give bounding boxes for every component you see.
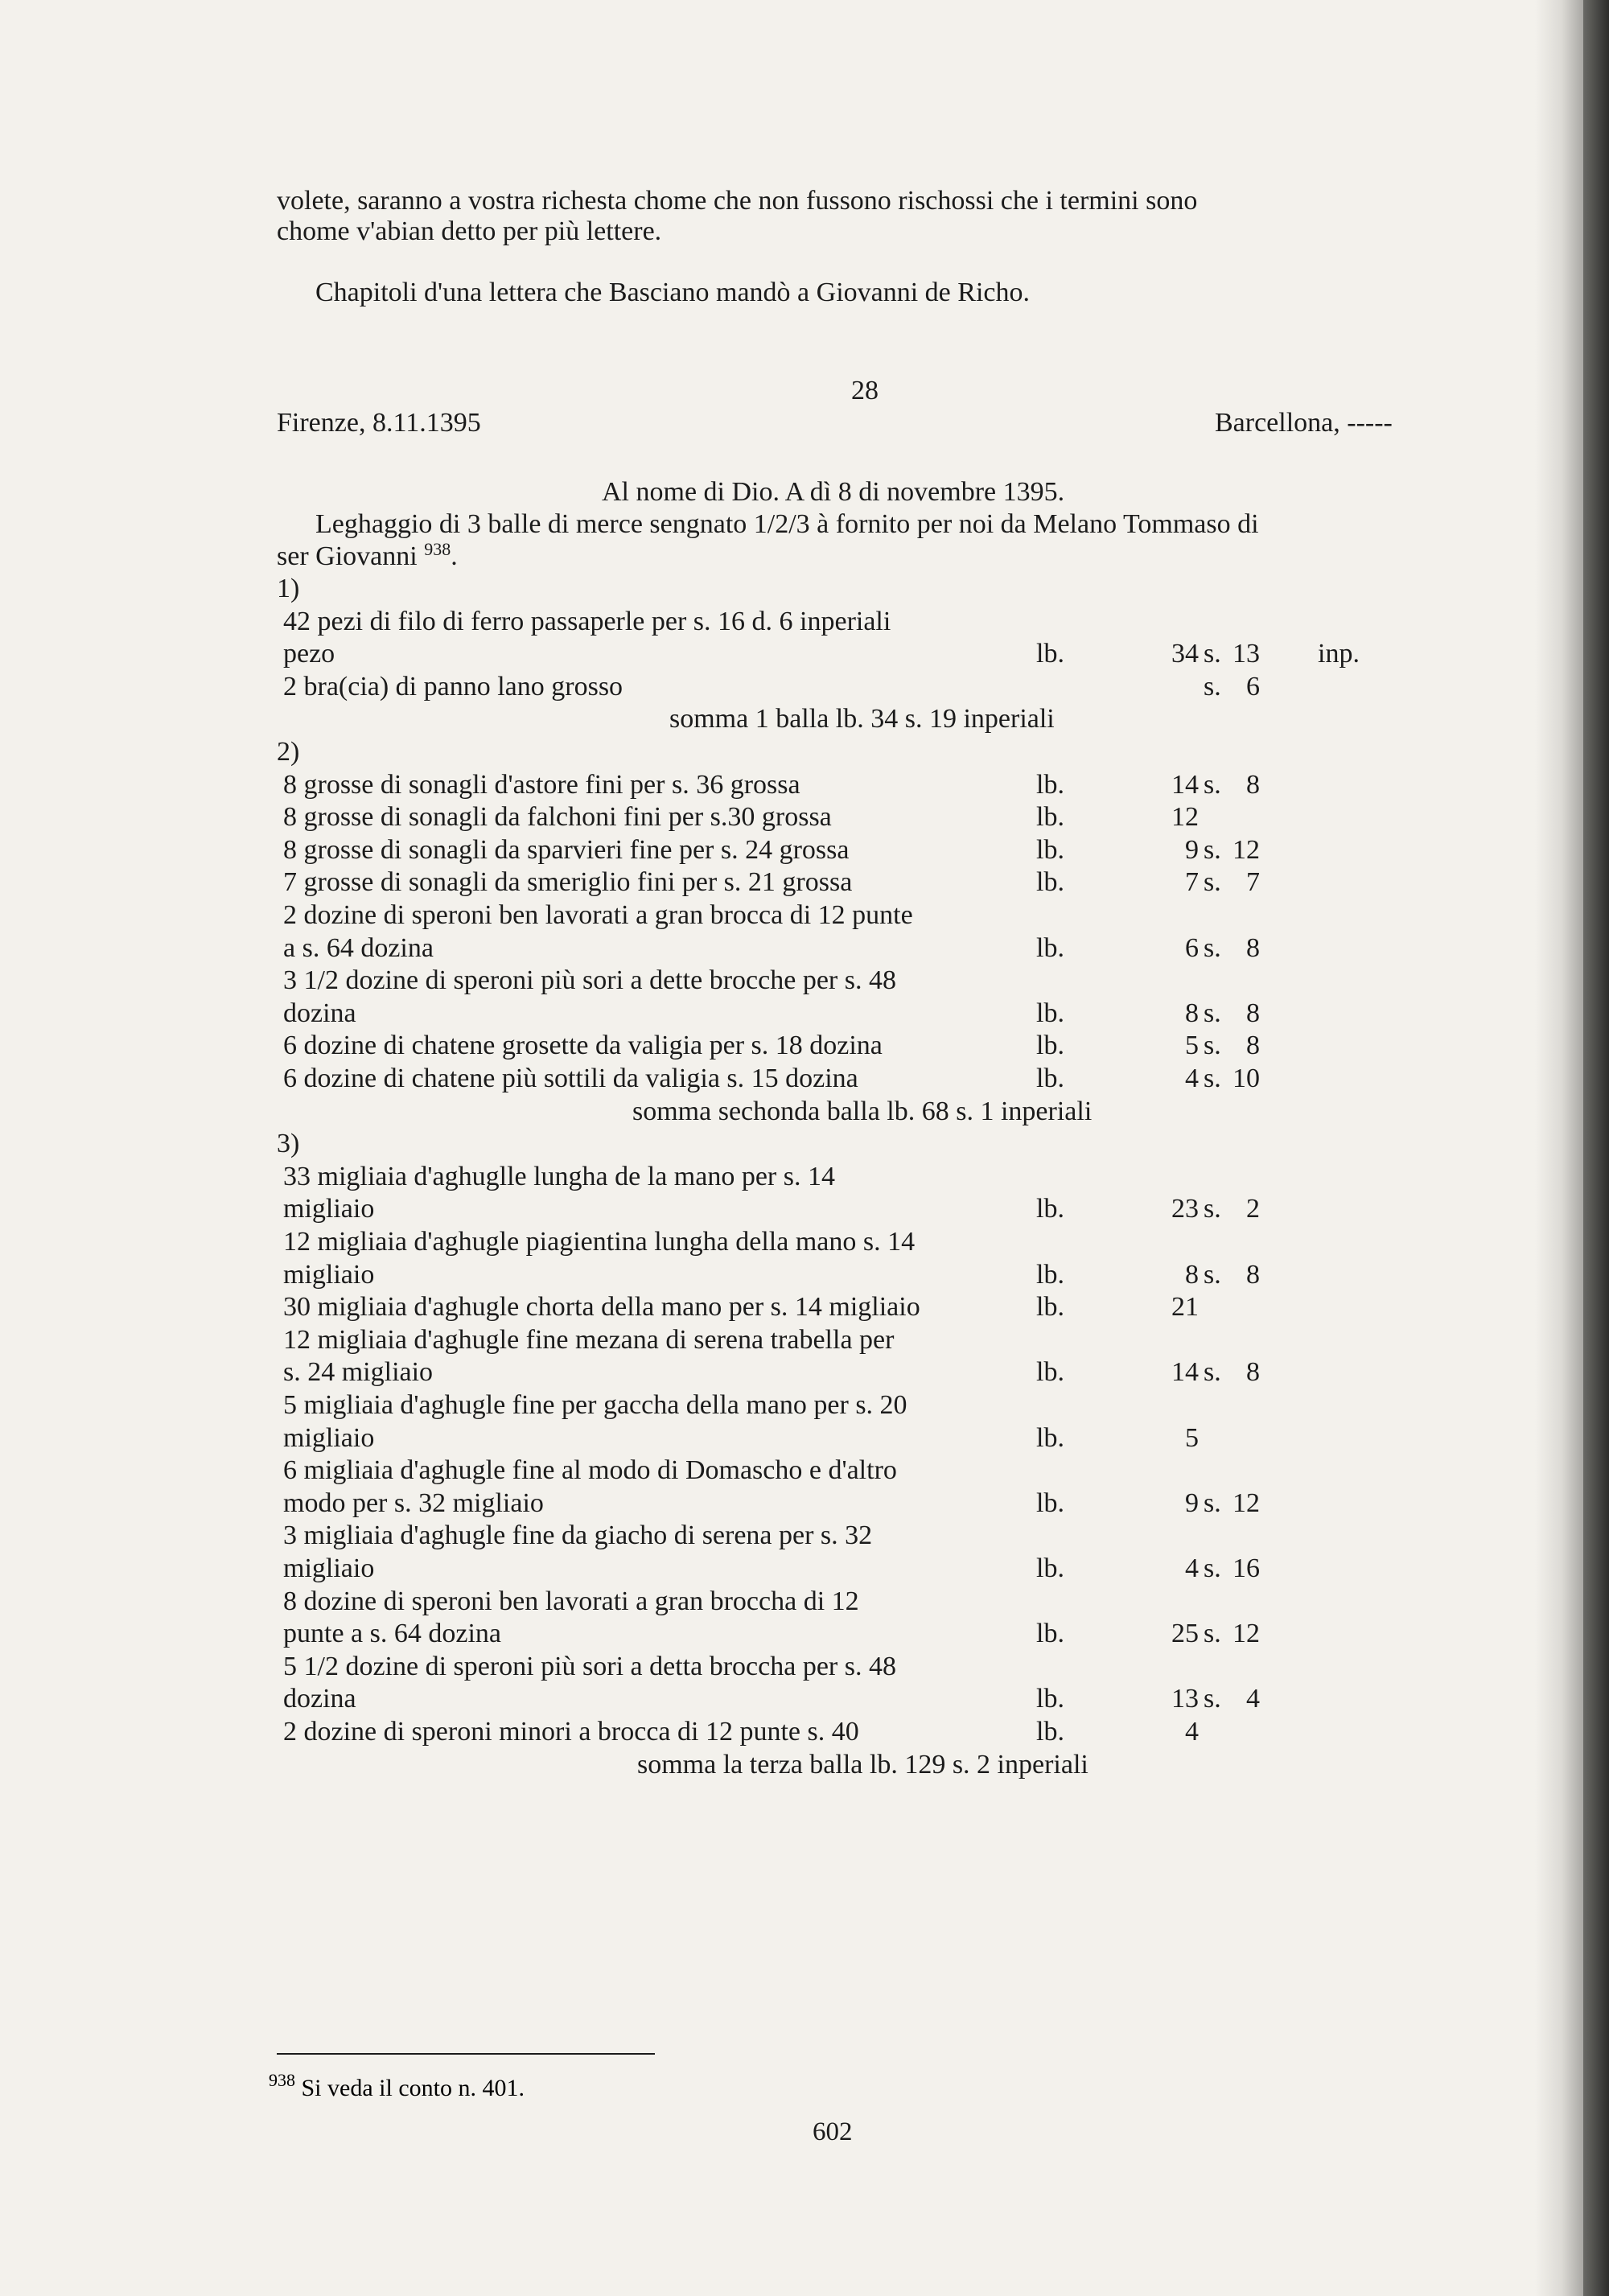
ledger-soldi-amount: 8 xyxy=(1246,1357,1260,1387)
book-page-edge xyxy=(1583,0,1609,2296)
footnote xyxy=(269,2072,525,2105)
ledger-s-unit: s. xyxy=(1204,770,1221,800)
ledger-lire-amount: 23 xyxy=(1171,1194,1199,1224)
ledger-s-unit: s. xyxy=(1204,867,1221,897)
ledger-lb-unit: lb. xyxy=(1036,1553,1064,1583)
ledger-lb-unit: lb. xyxy=(1036,998,1064,1028)
ledger-lb-unit: lb. xyxy=(1036,933,1064,963)
ledger-item-text: 33 migliaia d'aghuglle lungha de la mano per s. 14 xyxy=(283,1162,835,1191)
ledger-s-unit: s. xyxy=(1204,639,1221,669)
ledger-s-unit: s. xyxy=(1204,672,1221,702)
ledger-item-text: 8 grosse di sonagli da falchoni fini per s.30 grossa xyxy=(283,802,832,832)
intro-line: volete, saranno a vostra richesta chome che non fussono rischossi che i termini sono xyxy=(277,186,1198,216)
ledger-lire-amount: 9 xyxy=(1185,835,1199,865)
ledger-item-text: 2 dozine di speroni ben lavorati a gran brocca di 12 punte xyxy=(283,900,913,930)
ledger-item-text: 2 bra(cia) di panno lano grosso xyxy=(283,672,623,702)
ledger-item-text: 42 pezi di filo di ferro passaperle per s. 16 d. 6 inperiali xyxy=(283,607,891,636)
bale-total: somma 1 balla lb. 34 s. 19 inperiali xyxy=(669,704,1055,734)
bale-label: 3) xyxy=(277,1129,300,1158)
ledger-lb-unit: lb. xyxy=(1036,1488,1064,1518)
ledger-lb-unit: lb. xyxy=(1036,639,1064,669)
bale-total: somma sechonda balla lb. 68 s. 1 inperiali xyxy=(632,1097,1093,1126)
intro-line: chome v'abian detto per più lettere. xyxy=(277,216,662,246)
letter-paragraph-text: . xyxy=(451,541,458,571)
ledger-lire-amount: 5 xyxy=(1185,1031,1199,1060)
ledger-item-text: 2 dozine di speroni minori a brocca di 12 punte s. 40 xyxy=(283,1717,859,1747)
ledger-extra-unit: inp. xyxy=(1318,639,1360,669)
letter-number: 28 xyxy=(851,376,879,405)
ledger-soldi-amount: 12 xyxy=(1232,1488,1260,1518)
ledger-lire-amount: 7 xyxy=(1185,867,1199,897)
ledger-item-text: 6 dozine di chatene grosette da valigia per s. 18 dozina xyxy=(283,1031,883,1060)
ledger-lire-amount: 8 xyxy=(1185,1260,1199,1290)
ledger-s-unit: s. xyxy=(1204,998,1221,1028)
ledger-item-text: punte a s. 64 dozina xyxy=(283,1619,501,1648)
ledger-lb-unit: lb. xyxy=(1036,835,1064,865)
ledger-item-text: migliaio xyxy=(283,1423,375,1453)
ledger-item-text: migliaio xyxy=(283,1260,375,1290)
ledger-soldi-amount: 8 xyxy=(1246,1260,1260,1290)
letter-paragraph-line: Leghaggio di 3 balle di merce sengnato 1/2/3 à fornito per noi da Melano Tommaso di xyxy=(315,509,1259,539)
ledger-s-unit: s. xyxy=(1204,1553,1221,1583)
ledger-s-unit: s. xyxy=(1204,1031,1221,1060)
ledger-soldi-amount: 4 xyxy=(1246,1684,1260,1714)
bale-label: 2) xyxy=(277,737,300,767)
ledger-item-text: s. 24 migliaio xyxy=(283,1357,434,1387)
bale-label: 1) xyxy=(277,574,300,603)
ledger-lire-amount: 9 xyxy=(1185,1488,1199,1518)
letter-origin: Firenze, 8.11.1395 xyxy=(277,408,481,438)
chapter-heading: Chapitoli d'una lettera che Basciano mandò a Giovanni de Richo. xyxy=(315,278,1030,307)
ledger-s-unit: s. xyxy=(1204,1194,1221,1224)
ledger-soldi-amount: 8 xyxy=(1246,998,1260,1028)
ledger-lb-unit: lb. xyxy=(1036,867,1064,897)
footnote-reference: 938 xyxy=(424,539,451,559)
ledger-lire-amount: 21 xyxy=(1171,1292,1199,1322)
ledger-lire-amount: 4 xyxy=(1185,1717,1199,1747)
ledger-soldi-amount: 10 xyxy=(1232,1064,1260,1093)
ledger-s-unit: s. xyxy=(1204,1488,1221,1518)
ledger-lb-unit: lb. xyxy=(1036,1031,1064,1060)
ledger-lb-unit: lb. xyxy=(1036,1684,1064,1714)
ledger-soldi-amount: 8 xyxy=(1246,770,1260,800)
ledger-soldi-amount: 16 xyxy=(1232,1553,1260,1583)
ledger-item-text: migliaio xyxy=(283,1194,375,1224)
ledger-lire-amount: 13 xyxy=(1171,1684,1199,1714)
footnote-rule xyxy=(277,2053,655,2055)
ledger-soldi-amount: 13 xyxy=(1232,639,1260,669)
ledger-s-unit: s. xyxy=(1204,835,1221,865)
ledger-lire-amount: 14 xyxy=(1171,770,1199,800)
ledger-item-text: 3 1/2 dozine di speroni più sori a dette brocche per s. 48 xyxy=(283,965,896,995)
ledger-lb-unit: lb. xyxy=(1036,1260,1064,1290)
ledger-item-text: 30 migliaia d'aghugle chorta della mano per s. 14 migliaio xyxy=(283,1292,920,1322)
letter-destination: Barcellona, ----- xyxy=(1215,408,1393,438)
ledger-soldi-amount: 12 xyxy=(1232,1619,1260,1648)
ledger-item-text: modo per s. 32 migliaio xyxy=(283,1488,544,1518)
footnote-text: Si veda il conto n. 401. xyxy=(295,2075,525,2101)
ledger-lb-unit: lb. xyxy=(1036,1194,1064,1224)
letter-salutation: Al nome di Dio. A dì 8 di novembre 1395. xyxy=(602,477,1065,507)
ledger-item-text: dozina xyxy=(283,1684,356,1714)
ledger-item-text: a s. 64 dozina xyxy=(283,933,434,963)
ledger-lire-amount: 5 xyxy=(1185,1423,1199,1453)
ledger-soldi-amount: 8 xyxy=(1246,933,1260,963)
page-number: 602 xyxy=(813,2117,853,2146)
ledger-lire-amount: 4 xyxy=(1185,1553,1199,1583)
ledger-item-text: 5 1/2 dozine di speroni più sori a detta broccha per s. 48 xyxy=(283,1652,896,1681)
ledger-lb-unit: lb. xyxy=(1036,802,1064,832)
ledger-s-unit: s. xyxy=(1204,933,1221,963)
ledger-lb-unit: lb. xyxy=(1036,770,1064,800)
ledger-lb-unit: lb. xyxy=(1036,1423,1064,1453)
ledger-item-text: 12 migliaia d'aghugle piagientina lungha della mano s. 14 xyxy=(283,1227,916,1257)
ledger-s-unit: s. xyxy=(1204,1357,1221,1387)
ledger-item-text: migliaio xyxy=(283,1553,375,1583)
ledger-lire-amount: 6 xyxy=(1185,933,1199,963)
ledger-item-text: pezo xyxy=(283,639,335,669)
ledger-item-text: 3 migliaia d'aghugle fine da giacho di serena per s. 32 xyxy=(283,1520,873,1550)
ledger-item-text: 12 migliaia d'aghugle fine mezana di serena trabella per xyxy=(283,1325,895,1355)
ledger-s-unit: s. xyxy=(1204,1619,1221,1648)
ledger-soldi-amount: 8 xyxy=(1246,1031,1260,1060)
ledger-lire-amount: 25 xyxy=(1171,1619,1199,1648)
ledger-lire-amount: 8 xyxy=(1185,998,1199,1028)
ledger-item-text: 7 grosse di sonagli da smeriglio fini per s. 21 grossa xyxy=(283,867,853,897)
ledger-lire-amount: 34 xyxy=(1171,639,1199,669)
letter-paragraph-text: ser Giovanni xyxy=(277,541,425,571)
ledger-soldi-amount: 6 xyxy=(1246,672,1260,702)
ledger-s-unit: s. xyxy=(1204,1684,1221,1714)
ledger-lire-amount: 14 xyxy=(1171,1357,1199,1387)
ledger-soldi-amount: 2 xyxy=(1246,1194,1260,1224)
ledger-lire-amount: 12 xyxy=(1171,802,1199,832)
ledger-s-unit: s. xyxy=(1204,1064,1221,1093)
ledger-soldi-amount: 7 xyxy=(1246,867,1260,897)
ledger-lb-unit: lb. xyxy=(1036,1064,1064,1093)
ledger-item-text: 8 grosse di sonagli d'astore fini per s. 36 grossa xyxy=(283,770,800,800)
ledger-item-text: 6 dozine di chatene più sottili da valigia s. 15 dozina xyxy=(283,1064,858,1093)
letter-paragraph-line xyxy=(277,541,458,573)
ledger-item-text: dozina xyxy=(283,998,356,1028)
ledger-lb-unit: lb. xyxy=(1036,1619,1064,1648)
ledger-soldi-amount: 12 xyxy=(1232,835,1260,865)
bale-total: somma la terza balla lb. 129 s. 2 inperiali xyxy=(637,1750,1088,1780)
ledger-item-text: 8 dozine di speroni ben lavorati a gran broccha di 12 xyxy=(283,1586,859,1616)
ledger-item-text: 6 migliaia d'aghugle fine al modo di Domascho e d'altro xyxy=(283,1455,897,1485)
footnote-number: 938 xyxy=(269,2070,295,2090)
ledger-lire-amount: 4 xyxy=(1185,1064,1199,1093)
ledger-lb-unit: lb. xyxy=(1036,1292,1064,1322)
ledger-lb-unit: lb. xyxy=(1036,1357,1064,1387)
ledger-item-text: 8 grosse di sonagli da sparvieri fine per s. 24 grossa xyxy=(283,835,850,865)
ledger-s-unit: s. xyxy=(1204,1260,1221,1290)
ledger-lb-unit: lb. xyxy=(1036,1717,1064,1747)
ledger-item-text: 5 migliaia d'aghugle fine per gaccha della mano per s. 20 xyxy=(283,1390,907,1420)
